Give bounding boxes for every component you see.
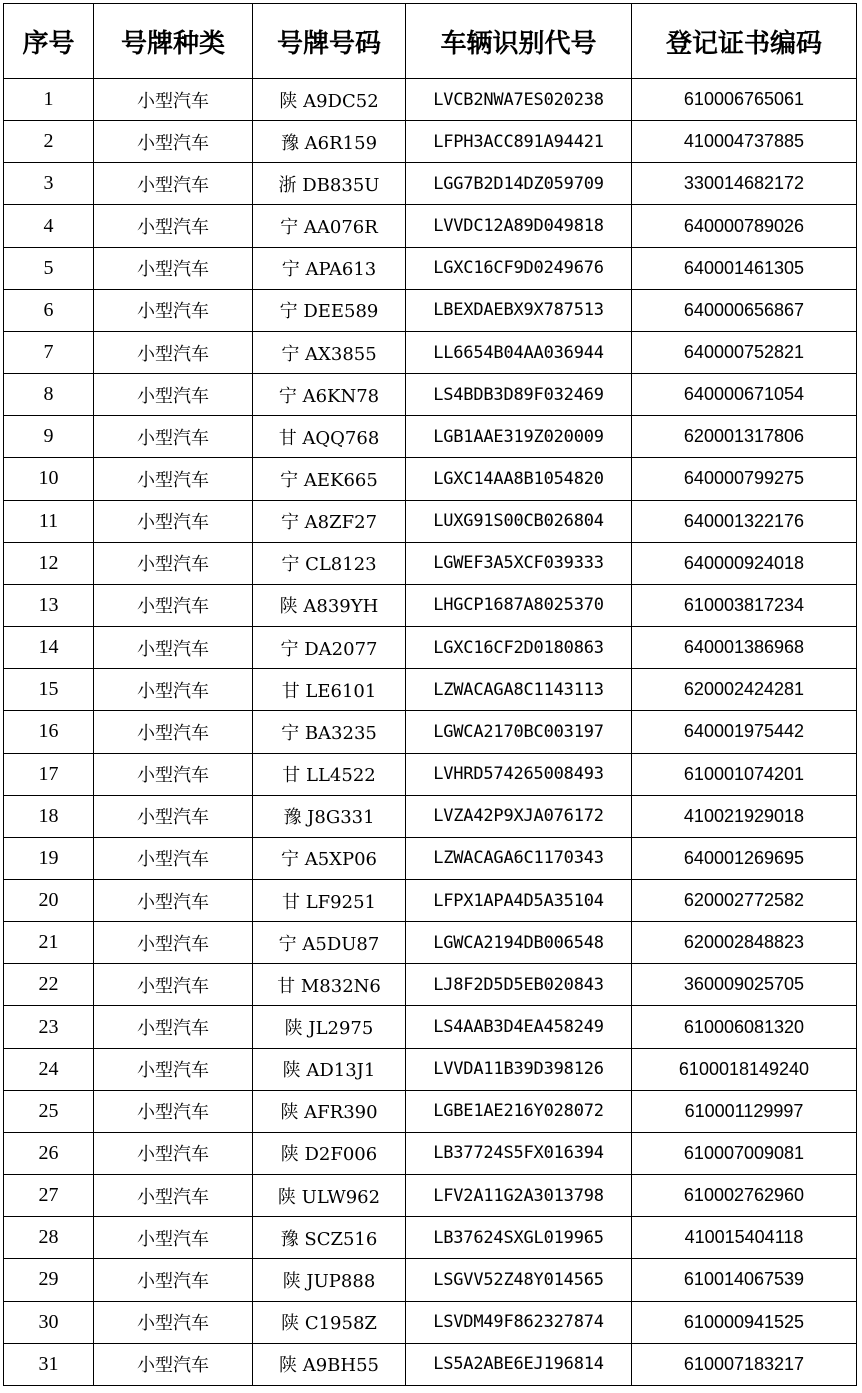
table-row — [4, 1259, 857, 1301]
header-plate-type: 号牌种类 — [94, 4, 253, 79]
cell-plate-number: 豫 A6R159 — [253, 121, 406, 163]
cell-certificate-code: 610001129997 — [632, 1090, 857, 1132]
cell-plate-type: 小型汽车 — [94, 500, 253, 542]
table-header-row — [4, 4, 857, 79]
cell-certificate-code: 640000924018 — [632, 542, 857, 584]
cell-certificate-code: 410015404118 — [632, 1217, 857, 1259]
cell-plate-number: 陕 AD13J1 — [253, 1048, 406, 1090]
cell-plate-type: 小型汽车 — [94, 795, 253, 837]
cell-plate-number: 宁 CL8123 — [253, 542, 406, 584]
cell-certificate-code: 610002762960 — [632, 1175, 857, 1217]
cell-certificate-code: 610006081320 — [632, 1006, 857, 1048]
cell-plate-type: 小型汽车 — [94, 163, 253, 205]
cell-vin: LGWEF3A5XCF039333 — [406, 542, 632, 584]
cell-vin: LVVDA11B39D398126 — [406, 1048, 632, 1090]
cell-plate-type: 小型汽车 — [94, 711, 253, 753]
cell-serial-number: 20 — [4, 879, 94, 921]
table-row — [4, 331, 857, 373]
cell-vin: LGBE1AE216Y028072 — [406, 1090, 632, 1132]
table-row — [4, 374, 857, 416]
cell-vin: LSGVV52Z48Y014565 — [406, 1259, 632, 1301]
header-registration-certificate-code: 登记证书编码 — [632, 4, 857, 79]
cell-plate-type: 小型汽车 — [94, 584, 253, 626]
cell-certificate-code: 640001386968 — [632, 627, 857, 669]
cell-certificate-code: 360009025705 — [632, 964, 857, 1006]
cell-certificate-code: 610000941525 — [632, 1301, 857, 1343]
table-row — [4, 1006, 857, 1048]
cell-certificate-code: 620002848823 — [632, 922, 857, 964]
table-row — [4, 964, 857, 1006]
cell-certificate-code: 410021929018 — [632, 795, 857, 837]
cell-plate-type: 小型汽车 — [94, 247, 253, 289]
cell-serial-number: 3 — [4, 163, 94, 205]
cell-certificate-code: 640001269695 — [632, 837, 857, 879]
table-row — [4, 79, 857, 121]
table-row — [4, 584, 857, 626]
table-body — [4, 79, 857, 1386]
cell-plate-type: 小型汽车 — [94, 1006, 253, 1048]
cell-vin: LBEXDAEBX9X787513 — [406, 289, 632, 331]
cell-serial-number: 18 — [4, 795, 94, 837]
cell-vin: LFPX1APA4D5A35104 — [406, 879, 632, 921]
cell-vin: LGWCA2170BC003197 — [406, 711, 632, 753]
cell-plate-number: 甘 M832N6 — [253, 964, 406, 1006]
cell-plate-type: 小型汽车 — [94, 1132, 253, 1174]
cell-plate-type: 小型汽车 — [94, 1301, 253, 1343]
cell-plate-number: 陕 ULW962 — [253, 1175, 406, 1217]
cell-plate-type: 小型汽车 — [94, 289, 253, 331]
cell-certificate-code: 620001317806 — [632, 416, 857, 458]
cell-vin: LFV2A11G2A3013798 — [406, 1175, 632, 1217]
cell-vin: LVHRD574265008493 — [406, 753, 632, 795]
cell-vin: LB37624SXGL019965 — [406, 1217, 632, 1259]
cell-certificate-code: 610003817234 — [632, 584, 857, 626]
header-plate-number: 号牌号码 — [253, 4, 406, 79]
cell-vin: LL6654B04AA036944 — [406, 331, 632, 373]
cell-plate-type: 小型汽车 — [94, 627, 253, 669]
cell-plate-type: 小型汽车 — [94, 374, 253, 416]
cell-serial-number: 30 — [4, 1301, 94, 1343]
cell-certificate-code: 610007009081 — [632, 1132, 857, 1174]
table-row — [4, 121, 857, 163]
table-row — [4, 1048, 857, 1090]
cell-certificate-code: 610006765061 — [632, 79, 857, 121]
cell-plate-type: 小型汽车 — [94, 669, 253, 711]
cell-vin: LSVDM49F862327874 — [406, 1301, 632, 1343]
cell-serial-number: 21 — [4, 922, 94, 964]
table-row — [4, 542, 857, 584]
cell-serial-number: 7 — [4, 331, 94, 373]
cell-plate-number: 陕 AFR390 — [253, 1090, 406, 1132]
cell-plate-number: 甘 LE6101 — [253, 669, 406, 711]
cell-vin: LJ8F2D5D5EB020843 — [406, 964, 632, 1006]
cell-certificate-code: 610001074201 — [632, 753, 857, 795]
cell-serial-number: 1 — [4, 79, 94, 121]
cell-vin: LVZA42P9XJA076172 — [406, 795, 632, 837]
cell-plate-number: 宁 DEE589 — [253, 289, 406, 331]
cell-vin: LVCB2NWA7ES020238 — [406, 79, 632, 121]
cell-certificate-code: 620002424281 — [632, 669, 857, 711]
cell-plate-type: 小型汽车 — [94, 1259, 253, 1301]
cell-plate-number: 甘 LL4522 — [253, 753, 406, 795]
cell-serial-number: 6 — [4, 289, 94, 331]
cell-plate-number: 宁 A5XP06 — [253, 837, 406, 879]
cell-plate-type: 小型汽车 — [94, 1217, 253, 1259]
cell-plate-number: 陕 JUP888 — [253, 1259, 406, 1301]
cell-serial-number: 26 — [4, 1132, 94, 1174]
cell-plate-number: 陕 JL2975 — [253, 1006, 406, 1048]
cell-serial-number: 22 — [4, 964, 94, 1006]
header-serial-number: 序号 — [4, 4, 94, 79]
cell-vin: LGG7B2D14DZ059709 — [406, 163, 632, 205]
cell-plate-type: 小型汽车 — [94, 964, 253, 1006]
table-row — [4, 1175, 857, 1217]
cell-plate-number: 豫 SCZ516 — [253, 1217, 406, 1259]
cell-plate-type: 小型汽车 — [94, 753, 253, 795]
cell-vin: LUXG91S00CB026804 — [406, 500, 632, 542]
cell-serial-number: 12 — [4, 542, 94, 584]
cell-certificate-code: 620002772582 — [632, 879, 857, 921]
cell-certificate-code: 640000799275 — [632, 458, 857, 500]
cell-serial-number: 19 — [4, 837, 94, 879]
cell-certificate-code: 640000752821 — [632, 331, 857, 373]
cell-certificate-code: 610007183217 — [632, 1343, 857, 1385]
cell-plate-type: 小型汽车 — [94, 1343, 253, 1385]
cell-serial-number: 4 — [4, 205, 94, 247]
cell-serial-number: 15 — [4, 669, 94, 711]
table-row — [4, 1343, 857, 1385]
cell-vin: LVVDC12A89D049818 — [406, 205, 632, 247]
cell-plate-number: 豫 J8G331 — [253, 795, 406, 837]
cell-vin: LZWACAGA8C1143113 — [406, 669, 632, 711]
cell-vin: LB37724S5FX016394 — [406, 1132, 632, 1174]
table-row — [4, 163, 857, 205]
cell-plate-type: 小型汽车 — [94, 458, 253, 500]
table-row — [4, 247, 857, 289]
table-row — [4, 879, 857, 921]
cell-plate-number: 宁 BA3235 — [253, 711, 406, 753]
cell-plate-type: 小型汽车 — [94, 79, 253, 121]
table-row — [4, 1301, 857, 1343]
cell-vin: LGWCA2194DB006548 — [406, 922, 632, 964]
cell-plate-type: 小型汽车 — [94, 1048, 253, 1090]
cell-plate-number: 陕 A839YH — [253, 584, 406, 626]
cell-plate-type: 小型汽车 — [94, 121, 253, 163]
header-vin: 车辆识别代号 — [406, 4, 632, 79]
cell-serial-number: 10 — [4, 458, 94, 500]
table-row — [4, 416, 857, 458]
cell-serial-number: 23 — [4, 1006, 94, 1048]
cell-vin: LS4BDB3D89F032469 — [406, 374, 632, 416]
cell-plate-type: 小型汽车 — [94, 542, 253, 584]
cell-serial-number: 24 — [4, 1048, 94, 1090]
cell-plate-type: 小型汽车 — [94, 837, 253, 879]
cell-plate-number: 宁 AA076R — [253, 205, 406, 247]
cell-plate-number: 陕 D2F006 — [253, 1132, 406, 1174]
cell-serial-number: 11 — [4, 500, 94, 542]
cell-serial-number: 14 — [4, 627, 94, 669]
cell-plate-number: 甘 AQQ768 — [253, 416, 406, 458]
cell-certificate-code: 6100018149240 — [632, 1048, 857, 1090]
cell-serial-number: 28 — [4, 1217, 94, 1259]
table-row — [4, 1090, 857, 1132]
cell-plate-type: 小型汽车 — [94, 1090, 253, 1132]
cell-plate-number: 陕 C1958Z — [253, 1301, 406, 1343]
cell-certificate-code: 640000789026 — [632, 205, 857, 247]
cell-vin: LGXC16CF9D0249676 — [406, 247, 632, 289]
cell-certificate-code: 610014067539 — [632, 1259, 857, 1301]
cell-certificate-code: 640001461305 — [632, 247, 857, 289]
table-row — [4, 500, 857, 542]
table-row — [4, 837, 857, 879]
cell-serial-number: 31 — [4, 1343, 94, 1385]
table-row — [4, 458, 857, 500]
cell-plate-number: 宁 APA613 — [253, 247, 406, 289]
cell-plate-type: 小型汽车 — [94, 416, 253, 458]
cell-plate-number: 甘 LF9251 — [253, 879, 406, 921]
cell-serial-number: 25 — [4, 1090, 94, 1132]
cell-serial-number: 2 — [4, 121, 94, 163]
cell-vin: LZWACAGA6C1170343 — [406, 837, 632, 879]
cell-vin: LS4AAB3D4EA458249 — [406, 1006, 632, 1048]
cell-serial-number: 16 — [4, 711, 94, 753]
cell-plate-number: 宁 AX3855 — [253, 331, 406, 373]
table-row — [4, 711, 857, 753]
cell-serial-number: 5 — [4, 247, 94, 289]
cell-plate-type: 小型汽车 — [94, 205, 253, 247]
cell-serial-number: 17 — [4, 753, 94, 795]
cell-certificate-code: 640001975442 — [632, 711, 857, 753]
table-row — [4, 627, 857, 669]
cell-certificate-code: 640000671054 — [632, 374, 857, 416]
cell-plate-number: 宁 DA2077 — [253, 627, 406, 669]
cell-serial-number: 8 — [4, 374, 94, 416]
cell-vin: LGXC16CF2D0180863 — [406, 627, 632, 669]
cell-vin: LGXC14AA8B1054820 — [406, 458, 632, 500]
cell-vin: LFPH3ACC891A94421 — [406, 121, 632, 163]
table-row — [4, 1217, 857, 1259]
cell-serial-number: 13 — [4, 584, 94, 626]
cell-certificate-code: 640000656867 — [632, 289, 857, 331]
table-row — [4, 669, 857, 711]
cell-plate-number: 宁 A8ZF27 — [253, 500, 406, 542]
cell-plate-number: 宁 A5DU87 — [253, 922, 406, 964]
cell-plate-number: 陕 A9DC52 — [253, 79, 406, 121]
cell-vin: LGB1AAE319Z020009 — [406, 416, 632, 458]
cell-certificate-code: 640001322176 — [632, 500, 857, 542]
table-row — [4, 205, 857, 247]
table-row — [4, 289, 857, 331]
table-row — [4, 1132, 857, 1174]
cell-serial-number: 27 — [4, 1175, 94, 1217]
table-row — [4, 795, 857, 837]
cell-certificate-code: 330014682172 — [632, 163, 857, 205]
cell-serial-number: 9 — [4, 416, 94, 458]
cell-plate-type: 小型汽车 — [94, 331, 253, 373]
cell-plate-type: 小型汽车 — [94, 1175, 253, 1217]
cell-plate-number: 宁 A6KN78 — [253, 374, 406, 416]
cell-serial-number: 29 — [4, 1259, 94, 1301]
table-row — [4, 753, 857, 795]
cell-plate-number: 陕 A9BH55 — [253, 1343, 406, 1385]
cell-plate-type: 小型汽车 — [94, 922, 253, 964]
cell-plate-number: 宁 AEK665 — [253, 458, 406, 500]
cell-plate-number: 浙 DB835U — [253, 163, 406, 205]
cell-vin: LS5A2ABE6EJ196814 — [406, 1343, 632, 1385]
cell-plate-type: 小型汽车 — [94, 879, 253, 921]
vehicle-registration-table — [3, 3, 857, 1386]
cell-certificate-code: 410004737885 — [632, 121, 857, 163]
cell-vin: LHGCP1687A8025370 — [406, 584, 632, 626]
table-row — [4, 922, 857, 964]
